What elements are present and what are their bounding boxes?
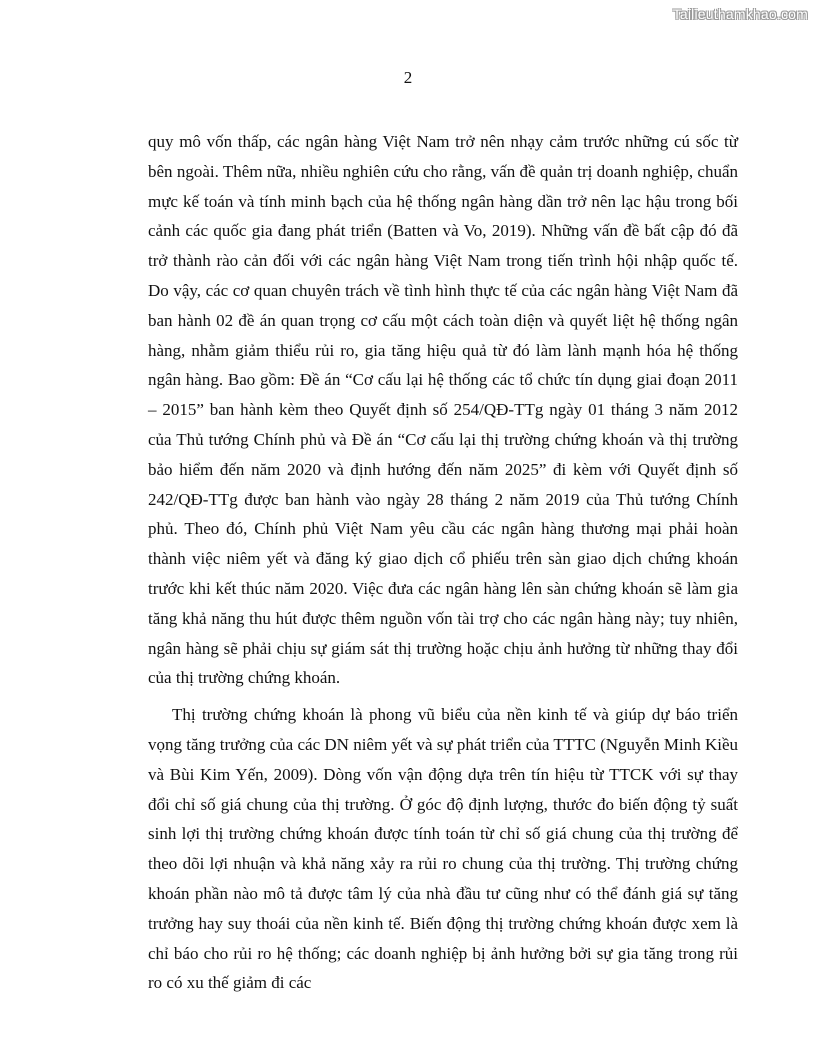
paragraph-1: quy mô vốn thấp, các ngân hàng Việt Nam trở nên nhạy cảm trước những cú sốc từ bên ngoài. Thêm nữa, nhiều nghiên cứu cho rằng, vấn đề quản trị doanh nghiệp, chuẩn mực kế toán và tính minh bạch của hệ thống ngân hàng dần trở nên lạc hậu trong bối cảnh các quốc gia đang phát triển (Batten và Vo, 2019). Những vấn đề bất cập đó đã trở thành rào cản đối với các ngân hàng Việt Nam trong tiến trình hội nhập quốc tế. Do vậy, các cơ quan chuyên trách về tình hình thực tế của các ngân hàng Việt Nam đã ban hành 02 đề án quan trọng cơ cấu một cách toàn diện và quyết liệt hệ thống ngân hàng, nhằm giảm thiểu rủi ro, gia tăng hiệu quả từ đó làm lành mạnh hóa hệ thống ngân hàng. Bao gồm: Đề án “Cơ cấu lại hệ thống các tổ chức tín dụng giai đoạn 2011 – 2015” ban hành kèm theo Quyết định số 254/QĐ-TTg ngày 01 tháng 3 năm 2012 của Thủ tướng Chính phủ và Đề án “Cơ cấu lại thị trường chứng khoán và thị trường bảo hiểm đến năm 2020 và định hướng đến năm 2025” đi kèm với Quyết định số 242/QĐ-TTg được ban hành vào ngày 28 tháng 2 năm 2019 của Thủ tướng Chính phủ. Theo đó, Chính phủ Việt Nam yêu cầu các ngân hàng thương mại phải hoàn thành việc niêm yết và đăng ký giao dịch cổ phiếu trên sàn giao dịch chứng khoán trước khi kết thúc năm 2020. Việc đưa các ngân hàng lên sàn chứng khoán sẽ làm gia tăng khả năng thu hút được thêm nguồn vốn tài trợ cho các ngân hàng này; tuy nhiên, ngân hàng sẽ phải chịu sự giám sát thị trường hoặc chịu ảnh hưởng từ những thay đổi của thị trường chứng khoán. <box>148 132 738 688</box>
paragraph-2: Thị trường chứng khoán là phong vũ biểu của nền kinh tế và giúp dự báo triển vọng tăng trưởng của các DN niêm yết và sự phát triển của TTTC (Nguyễn Minh Kiều và Bùi Kim Yến, 2009). Dòng vốn vận động dựa trên tín hiệu từ TTCK với sự thay đổi chỉ số giá chung của thị trường. Ở góc độ định lượng, thước đo biến động tỷ suất sinh lợi thị trường chứng khoán được tính toán từ chỉ số giá chung của thị trường để theo dõi lợi nhuận và khả năng xảy ra rủi ro chung của thị trường. Thị trường chứng khoán phần nào mô tả được tâm lý của nhà đầu tư cũng như có thể đánh giá sự tăng trưởng hay suy thoái của nền kinh tế. Biến động thị trường chứng khoán được xem là chỉ báo cho rủi ro hệ thống; các doanh nghiệp bị ảnh hưởng bởi sự gia tăng trong rủi ro có xu thế giảm đi các <box>148 705 738 993</box>
page-number: 2 <box>403 68 413 87</box>
body-text <box>148 127 738 998</box>
watermark-text: Tailieuthamkhao.com <box>672 6 808 22</box>
